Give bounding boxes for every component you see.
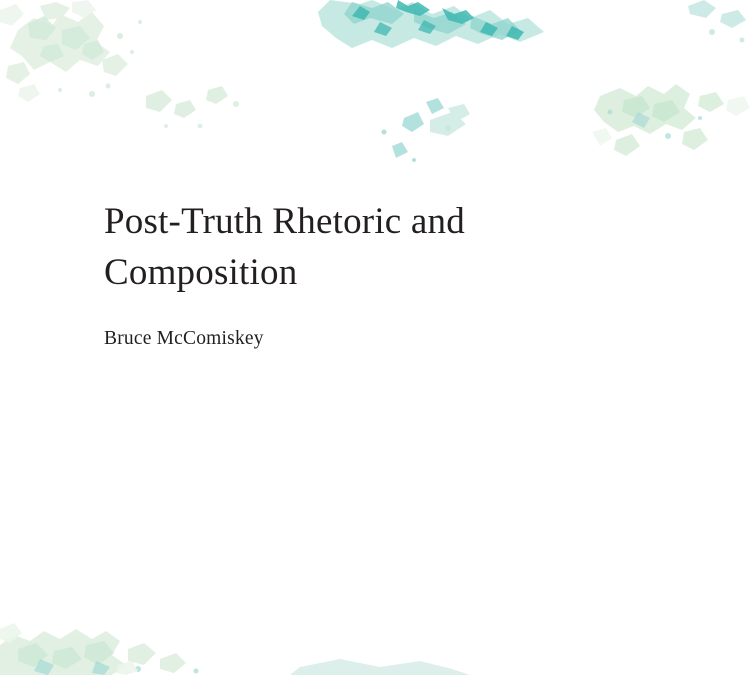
book-author: Bruce McComiskey — [104, 328, 264, 350]
book-title-line-1: Post-Truth Rhetoric and — [104, 201, 465, 242]
page-title — [104, 196, 644, 298]
watercolor-splatter-artwork-top — [0, 0, 750, 190]
watercolor-splatter-artwork-bottom — [0, 615, 750, 675]
book-title-line-2: Composition — [104, 252, 298, 294]
title-block — [104, 196, 644, 351]
